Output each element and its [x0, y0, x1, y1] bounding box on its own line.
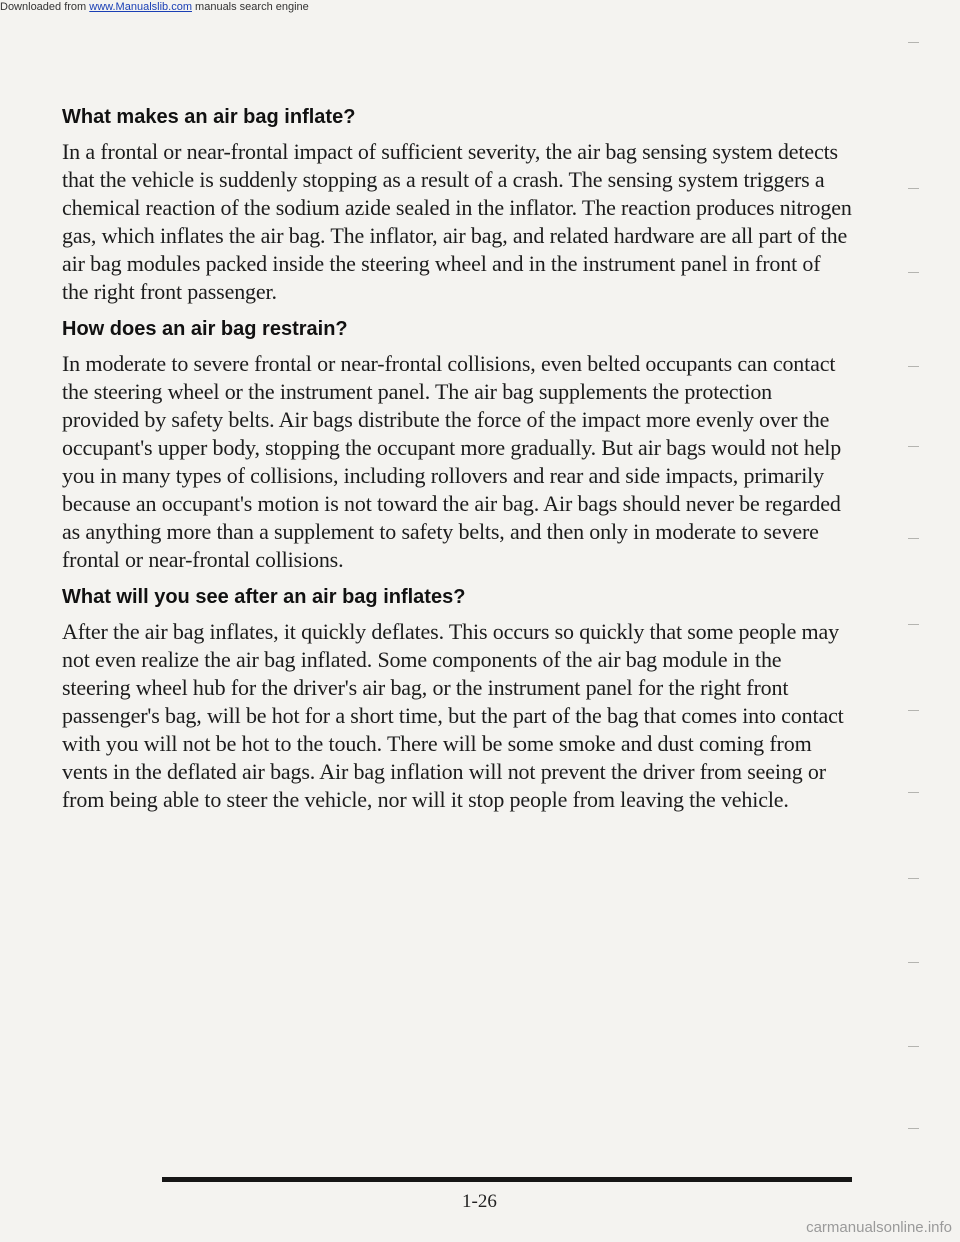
margin-mark: [908, 272, 919, 273]
section-how-restrain: [62, 316, 852, 574]
page-number: 1-26: [462, 1191, 497, 1212]
watermark-text: carmanualsonline.info: [806, 1219, 952, 1236]
section-body: In a frontal or near-frontal impact of sufficient severity, the air bag sensing system detects that the vehicle is suddenly stopping as a result of a crash. The sensing system triggers a chemical reaction of the sodium azide sealed in the inflator. The reaction produces nitrogen gas, which inflates the air bag. The inflator, air bag, and related hardware are all part of the air bag modules packed inside the steering wheel and in the instrument panel in front of the right front passenger.: [62, 139, 852, 304]
header-suffix: manuals search engine: [195, 1, 309, 13]
margin-mark: [908, 792, 919, 793]
section-heading: What will you see after an air bag inflates?: [62, 586, 466, 608]
manualslib-link[interactable]: www.Manualslib.com: [89, 1, 192, 13]
page-footer-rule: [162, 1177, 852, 1182]
manual-page-content: [62, 104, 852, 824]
section-body: In moderate to severe frontal or near-frontal collisions, even belted occupants can contact the steering wheel or the instrument panel. The air bag supplements the protection provided by safety belts. Air bags distribute the force of the impact more evenly over the occupant's upper body, stopping the occupant more gradually. But air bags would not help you in many types of collisions, including rollovers and rear and side impacts, primarily because an occupant's motion is not toward the air bag. Air bags should never be regarded as anything more than a supplement to safety belts, and then only in moderate to severe frontal or near-frontal collisions.: [62, 351, 842, 572]
margin-mark: [908, 878, 919, 879]
margin-mark: [908, 538, 919, 539]
margin-mark: [908, 624, 919, 625]
margin-mark: [908, 1128, 919, 1129]
margin-mark: [908, 446, 919, 447]
margin-mark: [908, 1046, 919, 1047]
margin-mark: [908, 962, 919, 963]
download-header: [0, 0, 309, 14]
section-heading: What makes an air bag inflate?: [62, 106, 356, 128]
section-body: After the air bag inflates, it quickly deflates. This occurs so quickly that some people may not even realize the air bag inflated. Some components of the air bag module in the steering wheel hub for the driver's air bag, or the instrument panel for the right front passenger's bag, will be hot for a short time, but the part of the bag that comes into contact with you will not be hot to the touch. There will be some smoke and dust coming from vents in the deflated air bags. Air bag inflation will not prevent the driver from seeing or from being able to steer the vehicle, nor will it stop people from leaving the vehicle.: [62, 619, 844, 812]
section-after-inflates: [62, 584, 852, 814]
header-prefix: Downloaded from: [0, 1, 87, 13]
margin-mark: [908, 42, 919, 43]
margin-mark: [908, 188, 919, 189]
margin-mark: [908, 710, 919, 711]
section-heading: How does an air bag restrain?: [62, 318, 348, 340]
section-what-makes-inflate: [62, 104, 852, 306]
margin-mark: [908, 366, 919, 367]
